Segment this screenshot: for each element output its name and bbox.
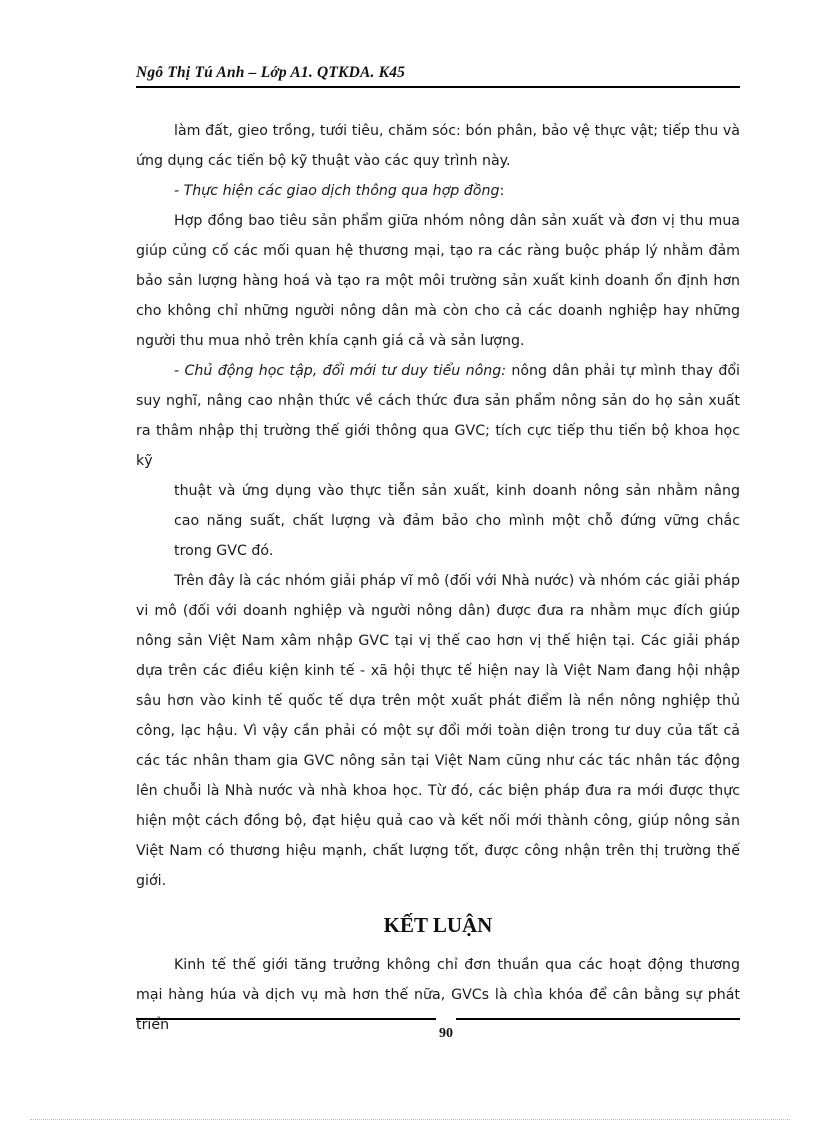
footer-rule-right <box>456 1018 740 1020</box>
running-header: Ngô Thị Tú Anh – Lớp A1. QTKDA. K45 <box>136 64 406 81</box>
paragraph-learning-continued: thuật và ứng dụng vào thực tiễn sản xuất, kinh doanh nông sản nhằm nâng cao năng suất, chất lượng và đảm bảo cho mình một chỗ đứng vững chắc trong GVC đó. <box>174 483 740 559</box>
learning-emphasis: - Chủ động học tập, đổi mới tư duy tiểu nông: <box>174 363 507 379</box>
header-rule <box>136 86 740 88</box>
paragraph-contracts: Hợp đồng bao tiêu sản phẩm giữa nhóm nông dân sản xuất và đơn vị thu mua giúp củng cố các mối quan hệ thương mại, tạo ra các ràng buộc pháp lý nhằm đảm bảo sản lượng hàng hoá và tạo ra một môi trường sản xuất kinh doanh ổn định hơn cho không chỉ những người nông dân mà còn cho cả các doanh nghiệp hay những người thu mua nhỏ trên khía cạnh giá cả và sản lượng. <box>136 213 740 349</box>
page-number: 90 <box>439 1026 453 1041</box>
contracts-colon: : <box>499 183 505 199</box>
footer-rule-left <box>136 1018 436 1020</box>
learning-text: nông dân phải tự mình thay đổi suy nghĩ, nâng cao nhận thức về cách thức đưa sản phẩm nông sản do họ sản xuất ra thâm nhập thị trường thế giới thông qua GVC; tích cực tiếp thu tiến bộ khoa học kỹ <box>136 363 740 469</box>
section-heading: KẾT LUẬN <box>383 913 493 937</box>
paragraph-contracts-heading <box>136 176 740 206</box>
paragraph-conclusion: Kinh tế thế giới tăng trưởng không chỉ đơn thuần qua các hoạt động thương mại hàng húa và dịch vụ mà hơn thế nữa, GVCs là chìa khóa để cân bằng sự phát triển <box>136 957 740 1033</box>
document-body <box>136 116 740 1040</box>
page-bottom-divider <box>30 1119 790 1120</box>
contracts-emphasis: - Thực hiện các giao dịch thông qua hợp đồng <box>174 183 500 199</box>
paragraph-continuation: làm đất, gieo trồng, tưới tiêu, chăm sóc: bón phân, bảo vệ thực vật; tiếp thu và ứng dụng các tiến bộ kỹ thuật vào các quy trình này. <box>136 123 740 169</box>
paragraph-summary: Trên đây là các nhóm giải pháp vĩ mô (đối với Nhà nước) và nhóm các giải pháp vi mô (đối với doanh nghiệp và người nông dân) được đưa ra nhằm mục đích giúp nông sản Việt Nam xâm nhập GVC tại vị thế cao hơn vị thế hiện tại. Các giải pháp dựa trên các điều kiện kinh tế - xã hội thực tế hiện nay là Việt Nam đang hội nhập sâu hơn vào kinh tế quốc tế dựa trên một xuất phát điểm là nền nông nghiệp thủ công, lạc hậu. Vì vậy cần phải có một sự đổi mới toàn diện trong tư duy của tất cả các tác nhân tham gia GVC nông sản tại Việt Nam cũng như các tác nhân tác động lên chuỗi là Nhà nước và nhà khoa học. Từ đó, các biện pháp đưa ra mới được thực hiện một cách đồng bộ, đạt hiệu quả cao và kết nối mới thành công, giúp nông sản Việt Nam có thương hiệu mạnh, chất lượng tốt, được công nhận trên thị trường thế giới. <box>136 573 740 889</box>
paragraph-learning <box>136 356 740 476</box>
